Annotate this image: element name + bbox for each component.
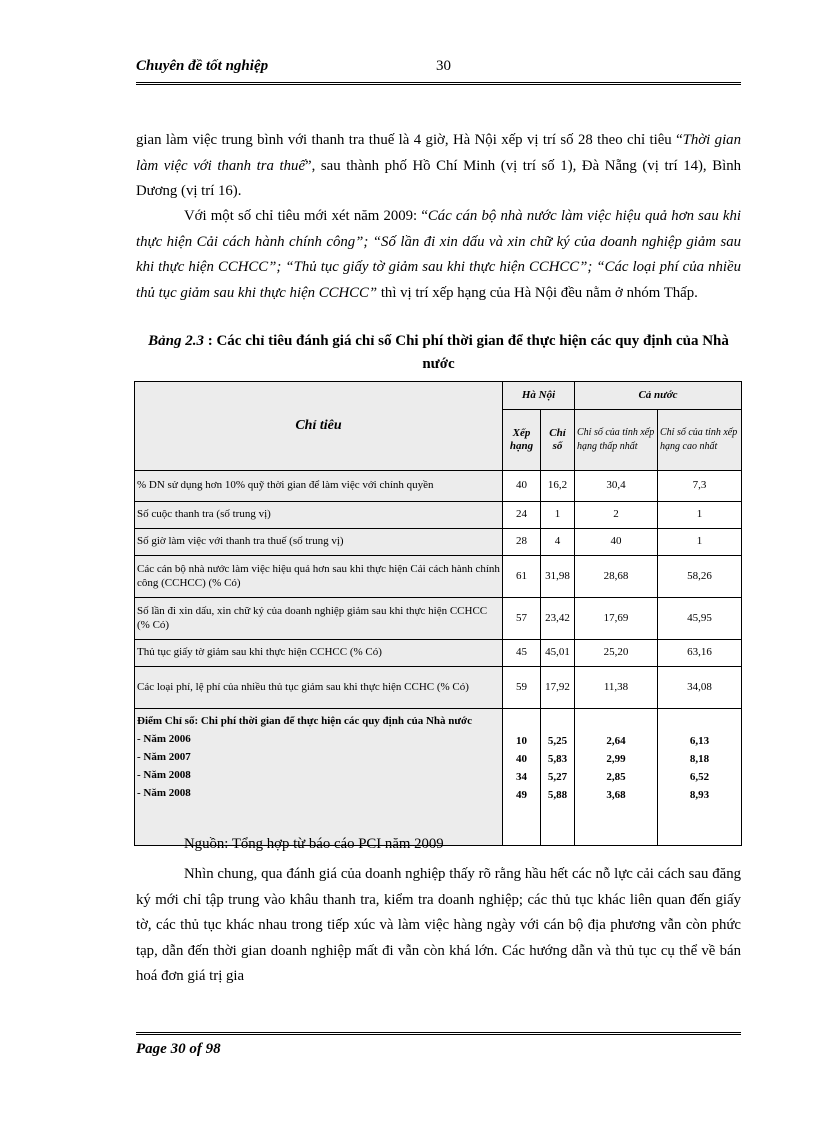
row-label: Số lần đi xin dấu, xin chữ ký của doanh nghiệp giảm sau khi thực hiện CCHCC (% Có) bbox=[135, 598, 503, 640]
header-canuoc: Cả nước bbox=[575, 382, 742, 410]
row-index: 23,42 bbox=[541, 598, 575, 640]
header-chitieu: Chỉ tiêu bbox=[135, 382, 503, 471]
row-low: 17,69 bbox=[575, 598, 658, 640]
score-year: - Năm 2008 bbox=[137, 787, 191, 799]
table-row bbox=[135, 667, 742, 709]
paragraph-1-italic: Thời gian làm việc với thanh tra thuế bbox=[136, 132, 741, 174]
row-index: 17,92 bbox=[541, 667, 575, 709]
page-header bbox=[136, 56, 741, 85]
table-caption bbox=[136, 330, 741, 376]
row-low: 25,20 bbox=[575, 640, 658, 667]
row-high: 1 bbox=[658, 529, 742, 556]
paragraph-1-text-a: gian làm việc trung bình với thanh tra thuế là 4 giờ, Hà Nội xếp vị trí số 28 theo chỉ tiêu “ bbox=[136, 132, 683, 148]
source-note: Nguồn: Tổng hợp từ báo cáo PCI năm 2009 bbox=[184, 836, 444, 852]
score-low-cell bbox=[575, 709, 658, 846]
header-lowest: Chỉ số của tỉnh xếp hạng thấp nhất bbox=[575, 410, 658, 471]
score-rank: 34 bbox=[516, 771, 527, 783]
score-high: 8,18 bbox=[689, 753, 710, 765]
score-row bbox=[135, 709, 742, 846]
score-index-cell bbox=[541, 709, 575, 846]
paragraph-2-text-a: Với một số chỉ tiêu mới xét năm 2009: “ bbox=[184, 208, 428, 224]
row-high: 1 bbox=[658, 502, 742, 529]
row-high: 58,26 bbox=[658, 556, 742, 598]
score-high: 6,52 bbox=[689, 771, 710, 783]
row-rank: 59 bbox=[503, 667, 541, 709]
score-high-cell bbox=[658, 709, 742, 846]
score-rank: 49 bbox=[516, 789, 527, 801]
row-index: 45,01 bbox=[541, 640, 575, 667]
score-low: 3,68 bbox=[606, 789, 626, 801]
table-caption-text: : Các chỉ tiêu đánh giá chỉ số Chi phí thời gian để thực hiện các quy định của Nhà nước bbox=[203, 333, 729, 372]
score-index: 5,25 bbox=[547, 735, 568, 747]
header-highest: Chỉ số của tỉnh xếp hạng cao nhất bbox=[658, 410, 742, 471]
score-label-cell bbox=[135, 709, 503, 846]
table-row bbox=[135, 529, 742, 556]
table-row bbox=[135, 471, 742, 502]
score-year: - Năm 2008 bbox=[137, 769, 191, 781]
score-index: 5,88 bbox=[547, 789, 568, 801]
row-index: 1 bbox=[541, 502, 575, 529]
row-high: 45,95 bbox=[658, 598, 742, 640]
row-rank: 24 bbox=[503, 502, 541, 529]
row-high: 63,16 bbox=[658, 640, 742, 667]
row-rank: 40 bbox=[503, 471, 541, 502]
paragraph-2-italic: Các cán bộ nhà nước làm việc hiệu quả hơn sau khi thực hiện Cải cách hành chính công”; “Số lần đi xin dấu và xin chữ ký của doanh nghiệp giảm sau khi thực hiện CCHCC”; “Thủ tục giấy tờ giảm sau khi thực hiện CCHCC”; “Các loại phí của nhiều thủ tục giảm sau khi thực hiện CCHCC” bbox=[136, 208, 741, 301]
table-row bbox=[135, 556, 742, 598]
row-low: 30,4 bbox=[575, 471, 658, 502]
row-index: 4 bbox=[541, 529, 575, 556]
row-low: 40 bbox=[575, 529, 658, 556]
score-title: Điểm Chỉ số: Chi phí thời gian để thực hiện các quy định của Nhà nước bbox=[137, 715, 472, 727]
row-low: 2 bbox=[575, 502, 658, 529]
indicator-table bbox=[134, 381, 742, 846]
header-page-number: 30 bbox=[436, 58, 451, 74]
score-high: 8,93 bbox=[689, 789, 710, 801]
paragraph-2 bbox=[136, 204, 741, 306]
row-rank: 28 bbox=[503, 529, 541, 556]
paragraph-3: Nhìn chung, qua đánh giá của doanh nghiệp thấy rõ rằng hầu hết các nỗ lực cải cách sau đăng ký mới chỉ tập trung vào khâu thanh tra, kiểm tra doanh nghiệp; các thủ tục khác liên quan đến giấy tờ, các thủ tục khác nhau trong tiếp xúc và làm việc hàng ngày với cán bộ địa phương vẫn còn phức tạp, dẫn đến thời gian doanh nghiệp mất đi vẫn còn khá lớn. Các hướng dẫn và thủ tục cụ thể về bán hoá đơn giá trị gia bbox=[136, 866, 741, 984]
header-chiso: Chỉ số bbox=[541, 410, 575, 471]
row-low: 28,68 bbox=[575, 556, 658, 598]
header-xephang: Xếp hạng bbox=[503, 410, 541, 471]
score-rank: 40 bbox=[516, 753, 527, 765]
paragraph-2-text-b: thì vị trí xếp hạng của Hà Nội đều nằm ở nhóm Thấp. bbox=[377, 284, 698, 301]
score-low: 2,99 bbox=[606, 753, 626, 765]
score-high: 6,13 bbox=[689, 735, 710, 747]
header-hanoi: Hà Nội bbox=[503, 382, 575, 410]
table-caption-label: Bảng 2.3 bbox=[148, 333, 204, 349]
row-label: Số giờ làm việc với thanh tra thuế (số trung vị) bbox=[135, 529, 503, 556]
score-low: 2,85 bbox=[606, 771, 626, 783]
row-low: 11,38 bbox=[575, 667, 658, 709]
header-title: Chuyên đề tốt nghiệp bbox=[136, 58, 269, 74]
table-row bbox=[135, 640, 742, 667]
score-index: 5,27 bbox=[547, 771, 568, 783]
row-label: Các cán bộ nhà nước làm việc hiệu quả hơn sau khi thực hiện Cải cách hành chính công (CCHCC) (% Có) bbox=[135, 556, 503, 598]
row-high: 7,3 bbox=[658, 471, 742, 502]
table-row bbox=[135, 502, 742, 529]
paragraph-1-text-b: ”, sau thành phố Hồ Chí Minh (vị trí số 1), Đà Nẵng (vị trí 14), Bình Dương (vị trí 16). bbox=[136, 157, 741, 199]
row-high: 34,08 bbox=[658, 667, 742, 709]
score-rank: 10 bbox=[516, 735, 527, 747]
row-label: Thủ tục giấy tờ giảm sau khi thực hiện CCHCC (% Có) bbox=[135, 640, 503, 667]
page-footer: Page 30 of 98 bbox=[136, 1032, 741, 1058]
score-rank-cell bbox=[503, 709, 541, 846]
score-low: 2,64 bbox=[606, 735, 626, 747]
row-label: Các loại phí, lệ phí của nhiều thủ tục giảm sau khi thực hiện CCHC (% Có) bbox=[135, 667, 503, 709]
table-row bbox=[135, 598, 742, 640]
paragraph-1 bbox=[136, 128, 741, 205]
row-label: % DN sử dụng hơn 10% quỹ thời gian để làm việc với chính quyền bbox=[135, 471, 503, 502]
row-index: 31,98 bbox=[541, 556, 575, 598]
row-index: 16,2 bbox=[541, 471, 575, 502]
row-rank: 57 bbox=[503, 598, 541, 640]
row-rank: 45 bbox=[503, 640, 541, 667]
row-rank: 61 bbox=[503, 556, 541, 598]
score-index: 5,83 bbox=[547, 753, 568, 765]
score-year: - Năm 2006 bbox=[137, 733, 191, 745]
row-label: Số cuộc thanh tra (số trung vị) bbox=[135, 502, 503, 529]
score-year: - Năm 2007 bbox=[137, 751, 191, 763]
